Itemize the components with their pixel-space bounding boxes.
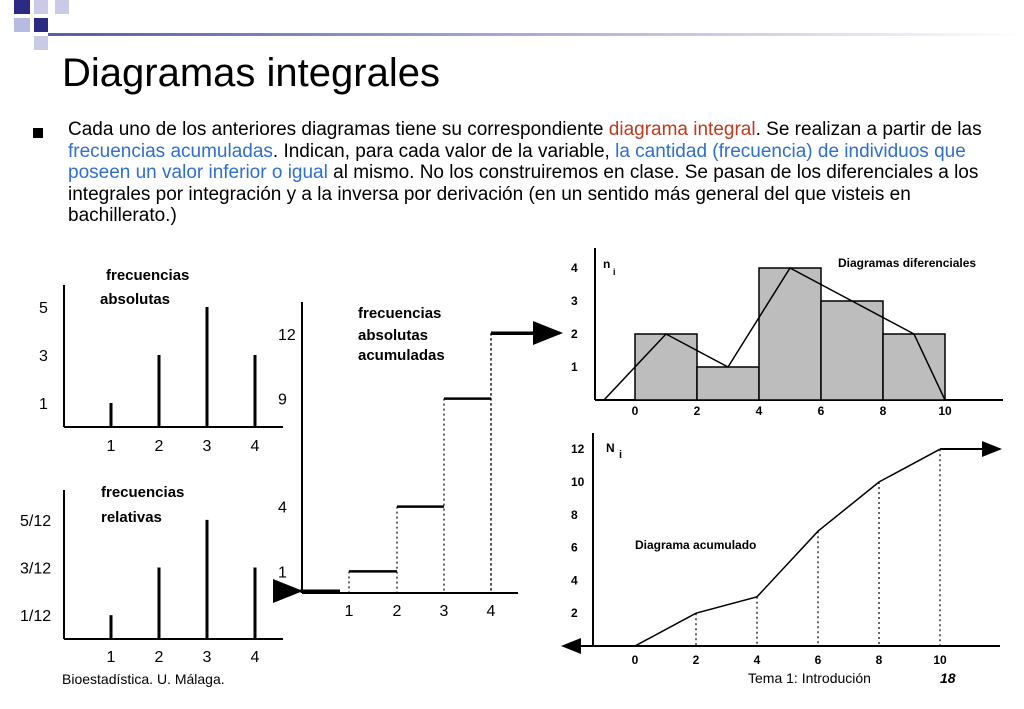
y-tick-label: 8 (571, 507, 578, 522)
y-axis-label-sub: i (613, 267, 616, 277)
x-tick-label: 1 (106, 649, 116, 666)
para-highlight-red: diagrama integral (608, 119, 756, 140)
chart-title: Diagrama acumulado (635, 538, 757, 552)
para-text: . Indican, para cada valor de la variable, (272, 140, 616, 162)
y-tick-label: 1 (278, 564, 287, 582)
histogram-bar (697, 367, 759, 400)
x-tick-label: 4 (755, 404, 763, 418)
x-tick-label: 8 (875, 653, 883, 667)
slide-title: Diagramas integrales (62, 51, 440, 95)
x-tick-label: 2 (154, 649, 164, 666)
chart-title-line: absolutas (358, 327, 429, 344)
chart-title: Diagramas diferenciales (838, 256, 977, 270)
chart-cumulative-polygon (563, 433, 1000, 667)
y-tick-label: 2 (571, 327, 578, 341)
x-tick-label: 3 (202, 438, 212, 455)
x-tick-label: 4 (753, 653, 761, 667)
chart-title-line: frecuencias (101, 484, 185, 501)
chart-absolute-frequencies (39, 267, 283, 455)
y-axis-label: N (606, 441, 615, 455)
chart-differential-histogram (571, 248, 1003, 418)
x-tick-label: 10 (933, 653, 947, 667)
y-axis-label: n (603, 257, 611, 271)
chart-title-line: absolutas (100, 291, 171, 308)
x-tick-label: 1 (106, 438, 116, 455)
histogram-bar (635, 334, 697, 400)
x-tick-label: 2 (392, 603, 402, 620)
y-tick-label: 12 (278, 326, 296, 344)
y-tick-label: 3/12 (20, 560, 52, 578)
x-tick-label: 3 (202, 649, 212, 666)
x-tick-label: 4 (486, 603, 496, 620)
para-text: al mismo. No los construiremos en clase. Se pasan de los diferenciales a los integrales por integración y a la inversa por derivación (en un sentido más general del que visteis en bachillerato.) (68, 162, 979, 226)
y-tick-label: 9 (278, 391, 287, 409)
x-tick-label: 8 (879, 404, 887, 418)
x-tick-label: 10 (938, 404, 952, 418)
x-tick-label: 3 (439, 603, 449, 620)
y-tick-label: 10 (571, 475, 585, 489)
y-tick-label: 4 (278, 499, 287, 517)
histogram-bar (883, 334, 945, 400)
chart-title-line: acumuladas (358, 347, 445, 364)
footer-topic: Tema 1: Introdución (748, 670, 871, 686)
chart-title-line: relativas (101, 509, 162, 526)
chart-title-line: frecuencias (358, 305, 442, 322)
chart-relative-frequencies (20, 484, 283, 666)
y-tick-label: 3 (39, 348, 48, 365)
page-number: 18 (940, 670, 956, 686)
y-tick-label: 6 (571, 540, 578, 555)
x-tick-label: 2 (154, 438, 164, 455)
x-tick-label: 0 (631, 404, 639, 418)
y-tick-label: 1 (39, 396, 48, 413)
x-tick-label: 4 (250, 438, 260, 455)
y-tick-label: 4 (571, 573, 578, 588)
y-tick-label: 5 (39, 300, 48, 317)
x-tick-label: 2 (692, 653, 700, 667)
histogram-bar (759, 268, 821, 400)
y-tick-label: 3 (571, 294, 578, 308)
x-tick-label: 0 (631, 653, 639, 667)
para-highlight-blue: la cantidad (frecuencia) de individuos que poseen un valor inferior o igual (68, 140, 966, 183)
x-tick-label: 6 (817, 404, 825, 418)
x-tick-label: 4 (250, 649, 260, 666)
x-tick-label: 6 (814, 653, 822, 667)
para-highlight-blue: frecuencias acumuladas (68, 140, 273, 162)
para-text: . Se realizan a partir de las (755, 119, 982, 140)
y-tick-label: 1/12 (20, 608, 52, 626)
histogram-bar (821, 301, 883, 400)
x-tick-label: 2 (693, 404, 701, 418)
y-tick-label: 5/12 (20, 512, 52, 530)
x-tick-label: 1 (344, 603, 354, 620)
para-text: Cada uno de los anteriores diagramas tiene su correspondiente (68, 119, 609, 140)
y-tick-label: 12 (571, 442, 585, 457)
footer-institution: Bioestadística. U. Málaga. (62, 671, 225, 687)
y-tick-label: 2 (571, 606, 578, 621)
y-tick-label: 4 (571, 261, 578, 275)
y-tick-label: 1 (571, 360, 578, 374)
chart-title-line: frecuencias (106, 267, 190, 284)
chart-cumulative-step (278, 302, 560, 620)
y-axis-label-sub: i (619, 449, 623, 461)
